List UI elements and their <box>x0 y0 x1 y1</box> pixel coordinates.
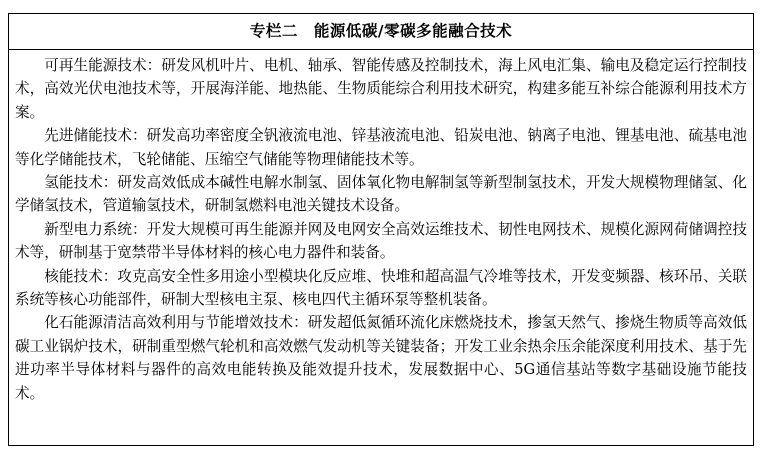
box-content <box>9 50 753 405</box>
paragraph-new-power-system: 新型电力系统：开发大规模可再生能源并网及电网安全高效运维技术、韧性电网技术、规模化源网荷储调控技术等，研制基于宽禁带半导体材料的核心电力器件和装备。 <box>15 220 747 262</box>
paragraph-hydrogen-energy: 氢能技术：研发高效低成本碱性电解水制氢、固体氧化物电解制氢等新型制氢技术，开发大规模物理储氢、化学储氢技术，管道输氢技术，研制氢燃料电池关键技术设备。 <box>15 174 747 215</box>
paragraph-renewable-energy: 可再生能源技术：研发风机叶片、电机、轴承、智能传感及控制技术，海上风电汇集、输电及稳定运行控制技术，高效光伏电池技术等，开展海洋能、地热能、生物质能综合利用技术研究，构建多能互补综合能源利用技术方案。 <box>15 57 747 121</box>
paragraph-energy-storage: 先进储能技术：研发高功率密度全钒液流电池、锌基液流电池、铅炭电池、钠离子电池、锂基电池、硫基电池等化学储能技术，飞轮储能、压缩空气储能等物理储能技术等。 <box>15 127 747 168</box>
column-box <box>8 13 754 446</box>
box-title: 专栏二 能源低碳/零碳多能融合技术 <box>9 14 753 50</box>
paragraph-nuclear-energy: 核能技术：攻克高安全性多用途小型模块化反应堆、快堆和超高温气冷堆等技术，开发变频器、核环吊、关联系统等核心功能部件，研制大型核电主泵、核电四代主循环泵等整机装备。 <box>15 267 747 309</box>
paragraph-fossil-energy: 化石能源清洁高效利用与节能增效技术：研发超低氮循环流化床燃烧技术，掺氢天然气、掺烧生物质等高效低碳工业锅炉技术，研制重型燃气轮机和高效燃气发动机等关键装备；开发工业余热余压余能深度利用技术、基于先进功率半导体材料与器件的高效电能转换及能效提升技术，发展数据中心、5G通信基站等数字基础设施节能技术。 <box>15 314 747 402</box>
